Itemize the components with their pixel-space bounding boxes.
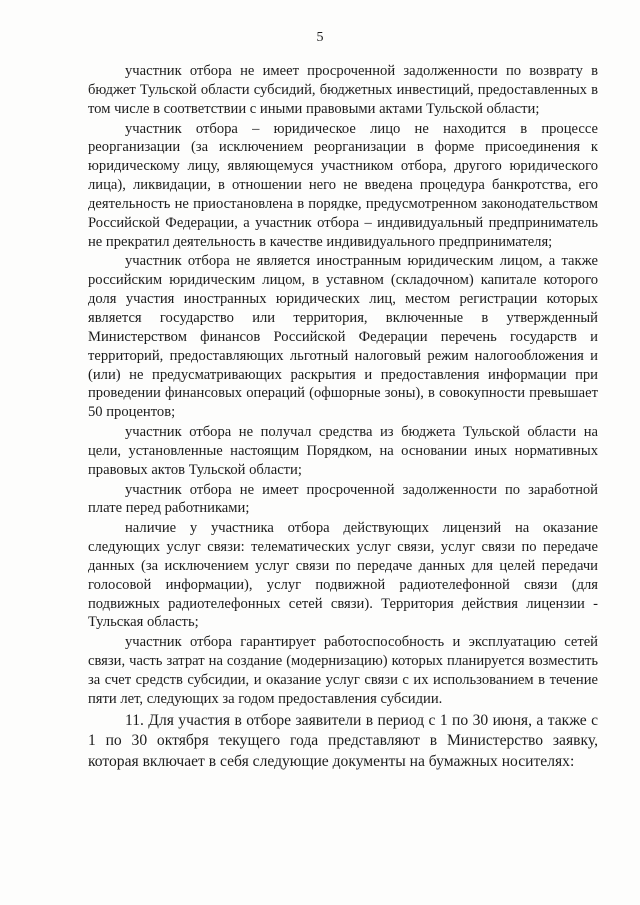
paragraph-no-other-funds: участник отбора не получал средства из бюджета Тульской области на цели, установленные настоящим Порядком, на основании иных нормативных правовых актов Тульской области; xyxy=(88,424,598,478)
document-body xyxy=(88,62,598,773)
page-number: 5 xyxy=(316,30,324,45)
paragraph-no-wage-debt: участник отбора не имеет просроченной задолженности по заработной плате перед работниками; xyxy=(88,481,598,517)
paragraph-not-foreign-entity: участник отбора не является иностранным юридическим лицом, а также российским юридическим лицом, в уставном (складочном) капитале которого доля участия иностранных юридических лиц, местом регистрации которых является государство или территория, включенные в утвержденный Министерством финансов Российской Федерации перечень государств и территорий, предоставляющих льготный налоговый режим налогообложения и (или) не предусматривающих раскрытия и предоставления информации при проведении финансовых операций (офшорные зоны), в совокупности превышает 50 процентов; xyxy=(88,253,598,421)
paragraph-network-guarantee: участник отбора гарантирует работоспособность и эксплуатацию сетей связи, часть затрат на создание (модернизацию) которых планируется возместить за счет средств субсидии, и оказание услуг связи с их использованием в течение пяти лет, следующих за годом предоставления субсидии. xyxy=(88,634,598,707)
paragraph-licenses: наличие у участника отбора действующих лицензий на оказание следующих услуг связи: телематических услуг связи, услуг связи по передаче данных (за исключением услуг связи по передаче данных для целей передачи голосовой информации), услуг подвижной радиотелефонной связи (для подвижных радиотелефонных сетей связи). Территория действия лицензии - Тульская область; xyxy=(88,520,598,631)
paragraph-no-reorganization: участник отбора – юридическое лицо не находится в процессе реорганизации (за исключением реорганизации в форме присоединения к юридическому лицу, являющемуся участником отбора, другого юридического лица), ликвидации, в отношении него не введена процедура банкротства, его деятельность не приостановлена в порядке, предусмотренном законодательством Российской Федерации, а участник отбора – индивидуальный предприниматель не прекратил деятельность в качестве индивидуального предпринимателя; xyxy=(88,120,598,250)
paragraph-no-budget-debt: участник отбора не имеет просроченной задолженности по возврату в бюджет Тульской области субсидий, бюджетных инвестиций, предоставленных в том числе в соответствии с иными правовыми актами Тульской области; xyxy=(88,63,598,117)
paragraph-item-11: 11. Для участия в отборе заявители в период с 1 по 30 июня, а также с 1 по 30 октября текущего года представляют в Министерство заявку, которая включает в себя следующие документы на бумажных носителях: xyxy=(88,711,598,770)
